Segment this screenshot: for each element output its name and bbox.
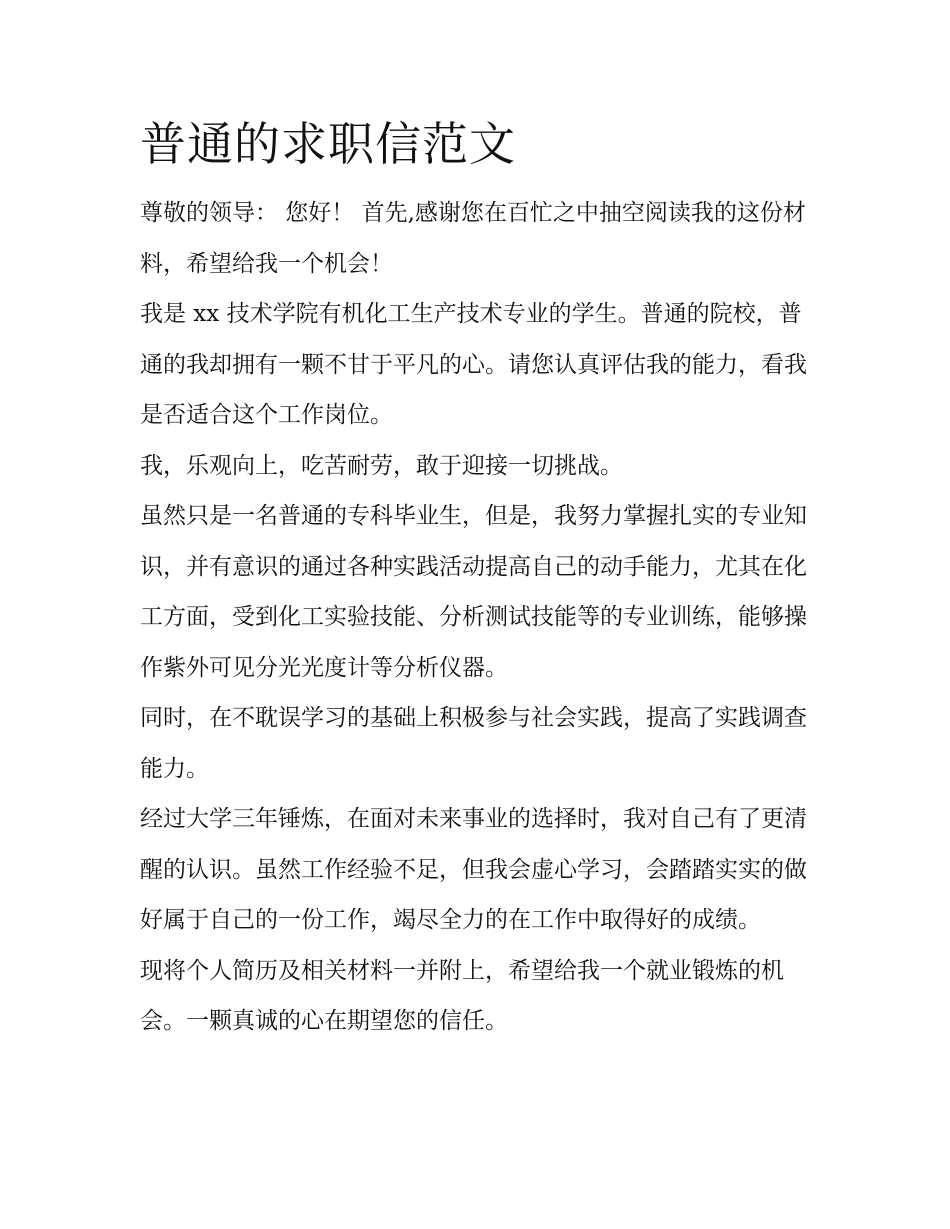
paragraph-practice: 同时，在不耽误学习的基础上积极参与社会实践，提高了实践调查能力。 <box>140 705 807 782</box>
paragraph-personality: 我，乐观向上，吃苦耐劳，敢于迎接一切挑战。 <box>140 452 623 479</box>
document-page <box>140 112 820 1047</box>
paragraph-greeting: 尊敬的领导： 您好！ 首先,感谢您在百忙之中抽空阅读我的这份材料，希望给我一个机会！ <box>140 200 806 277</box>
paragraph-skills: 虽然只是一名普通的专科毕业生，但是，我努力掌握扎实的专业知识，并有意识的通过各种实践活动提高自己的动手能力，尤其在化工方面，受到化工实验技能、分析测试技能等的专业训练，能够操作紫外可见分光光度计等分析仪器。 <box>140 503 807 681</box>
paragraph-introduction: 我是 xx 技术学院有机化工生产技术专业的学生。普通的院校，普通的我却拥有一颗不甘于平凡的心。请您认真评估我的能力，看我是否适合这个工作岗位。 <box>140 301 807 428</box>
paragraph-closing: 现将个人简历及相关材料一并附上，希望给我一个就业锻炼的机会。一颗真诚的心在期望您的信任。 <box>140 957 784 1034</box>
page-title: 普通的求职信范文 <box>140 117 516 171</box>
paragraph-self-awareness: 经过大学三年锤炼，在面对未来事业的选择时，我对自己有了更清醒的认识。虽然工作经验不足，但我会虚心学习，会踏踏实实的做好属于自己的一份工作，竭尽全力的在工作中取得好的成绩。 <box>140 806 807 933</box>
